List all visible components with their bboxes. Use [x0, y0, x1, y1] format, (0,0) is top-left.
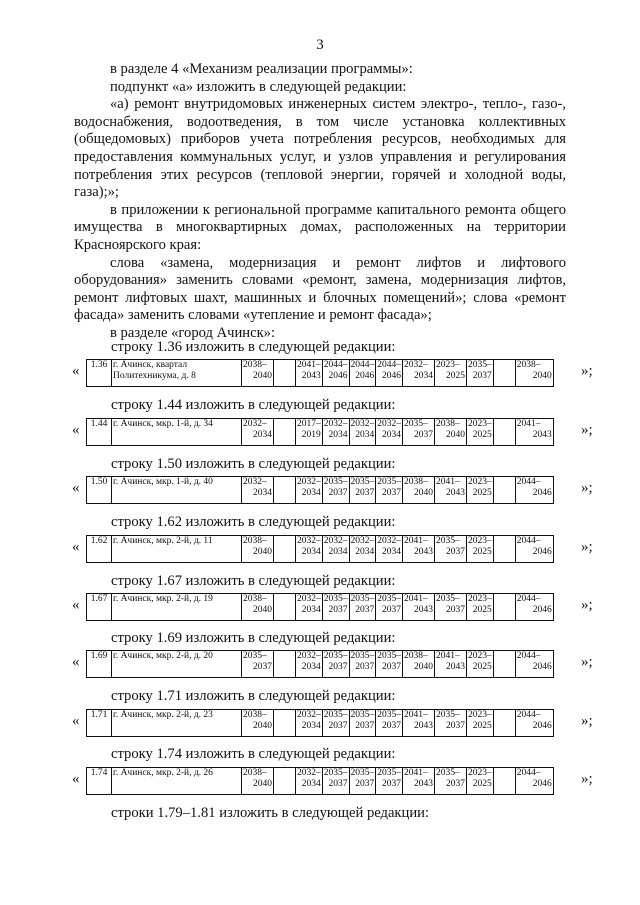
year-cell: [376, 419, 403, 446]
year-cell: [242, 477, 274, 504]
year-end: 2034: [328, 547, 348, 557]
year-start: 2032–: [243, 419, 267, 429]
year-start: 2032–: [350, 419, 375, 429]
year-cell: [515, 594, 553, 621]
open-quote: «: [72, 422, 80, 438]
address-cell: г. Ачинск, мкр. 1-й, д. 34: [112, 419, 242, 446]
year-start: 2038–: [243, 594, 267, 604]
year-start: 2044–: [350, 360, 375, 370]
year-start: 2035–: [243, 651, 267, 661]
year-cell: [242, 594, 274, 621]
year-end: 2037: [446, 605, 465, 615]
year-start: 2035–: [350, 594, 375, 604]
address-cell: г. Ачинск, мкр. 2-й, д. 20: [112, 651, 242, 678]
year-end: 2043: [301, 371, 321, 381]
amendment-table: [86, 476, 554, 504]
year-cell: [403, 594, 435, 621]
year-cell: [322, 419, 349, 446]
year-end: 2025: [472, 605, 492, 615]
year-end: 2037: [446, 721, 465, 731]
year-start: 2038–: [404, 477, 428, 487]
year-cell: [322, 360, 349, 387]
year-start: 2038–: [436, 419, 460, 429]
year-start: 2023–: [468, 768, 492, 778]
year-end: 2037: [382, 605, 401, 615]
year-end: 2037: [328, 488, 348, 498]
year-start: 2035–: [323, 477, 348, 487]
year-cell: [467, 710, 494, 737]
year-cell: [515, 710, 553, 737]
year-start: 2044–: [516, 536, 541, 546]
year-cell: [467, 536, 494, 563]
year-end: 2034: [328, 430, 348, 440]
open-quote: «: [72, 597, 80, 613]
amendment-table: [86, 535, 554, 563]
year-cell: [376, 710, 403, 737]
year-start: 2035–: [323, 651, 348, 661]
year-cell: [322, 710, 349, 737]
year-cell: [322, 651, 349, 678]
table-row: [72, 418, 612, 448]
year-cell: [242, 419, 274, 446]
year-start: 2035–: [377, 710, 401, 720]
year-start: 2017–: [297, 419, 321, 429]
year-cell: [515, 768, 553, 795]
year-cell: [493, 594, 515, 621]
year-start: 2023–: [468, 419, 492, 429]
year-start: 2035–: [323, 768, 348, 778]
year-end: 2040: [446, 430, 465, 440]
year-end: 2040: [253, 547, 272, 557]
year-end: 2034: [253, 430, 272, 440]
year-start: 2041–: [404, 768, 428, 778]
year-cell: [376, 594, 403, 621]
year-cell: [322, 536, 349, 563]
year-cell: [274, 710, 296, 737]
year-end: 2046: [532, 605, 552, 615]
row-label: строку 1.71 изложить в следующей редакции:: [111, 688, 396, 704]
year-end: 2046: [355, 371, 375, 381]
row-label: строку 1.74 изложить в следующей редакции:: [111, 746, 396, 762]
year-cell: [296, 360, 323, 387]
year-cell: [296, 594, 323, 621]
year-cell: [349, 651, 376, 678]
year-cell: [493, 536, 515, 563]
year-cell: [493, 768, 515, 795]
year-end: 2037: [328, 605, 348, 615]
year-end: 2043: [446, 488, 465, 498]
year-end: 2034: [382, 547, 401, 557]
paragraph: в разделе 4 «Механизм реализации программы»:: [110, 61, 413, 77]
year-cell: [403, 419, 435, 446]
year-cell: [322, 768, 349, 795]
year-start: 2032–: [297, 651, 321, 661]
amendment-table: [86, 650, 554, 678]
open-quote: «: [72, 713, 80, 729]
year-end: 2046: [532, 779, 552, 789]
year-cell: [296, 710, 323, 737]
year-cell: [242, 710, 274, 737]
year-start: 2038–: [243, 536, 267, 546]
year-end: 2037: [382, 779, 401, 789]
year-start: 2038–: [243, 360, 267, 370]
year-start: 2041–: [297, 360, 321, 370]
row-label: строку 1.36 изложить в следующей редакции:: [111, 339, 396, 355]
year-start: 2035–: [377, 477, 401, 487]
year-cell: [349, 536, 376, 563]
close-quote: »;: [581, 597, 593, 613]
year-cell: [274, 419, 296, 446]
row-label: строку 1.62 изложить в следующей редакции:: [111, 514, 396, 530]
year-cell: [435, 419, 467, 446]
year-end: 2037: [382, 721, 401, 731]
row-number: 1.62: [87, 536, 112, 563]
year-start: 2038–: [243, 710, 267, 720]
year-cell: [467, 360, 494, 387]
year-cell: [274, 536, 296, 563]
table-row: [72, 650, 612, 680]
year-cell: [349, 710, 376, 737]
year-end: 2040: [253, 605, 272, 615]
year-end: 2043: [414, 721, 433, 731]
year-cell: [493, 360, 515, 387]
year-cell: [515, 536, 553, 563]
intro-text: [74, 61, 566, 343]
year-end: 2046: [382, 371, 401, 381]
year-start: 2032–: [297, 710, 321, 720]
year-start: 2044–: [516, 477, 541, 487]
year-cell: [274, 360, 296, 387]
paragraph: подпункт «а» изложить в следующей редакции:: [110, 78, 407, 95]
address-cell: г. Ачинск, мкр. 1-й, д. 40: [112, 477, 242, 504]
year-end: 2040: [532, 371, 552, 381]
year-cell: [435, 477, 467, 504]
year-cell: [467, 768, 494, 795]
year-end: 2037: [355, 605, 375, 615]
year-start: 2032–: [297, 536, 321, 546]
year-start: 2035–: [377, 768, 401, 778]
row-number: 1.69: [87, 651, 112, 678]
year-start: 2044–: [323, 360, 348, 370]
year-start: 2035–: [323, 710, 348, 720]
row-number: 1.74: [87, 768, 112, 795]
open-quote: «: [72, 480, 80, 496]
year-cell: [349, 419, 376, 446]
year-end: 2034: [301, 721, 321, 731]
year-start: 2035–: [323, 594, 348, 604]
open-quote: «: [72, 654, 80, 670]
year-start: 2035–: [436, 710, 460, 720]
year-cell: [322, 477, 349, 504]
year-start: 2023–: [468, 477, 492, 487]
year-cell: [376, 477, 403, 504]
table-row: [72, 359, 612, 389]
year-end: 2025: [472, 721, 492, 731]
amendment-table: [86, 418, 554, 446]
year-start: 2035–: [468, 360, 492, 370]
table-row: [72, 593, 612, 623]
year-end: 2037: [446, 547, 465, 557]
year-cell: [274, 477, 296, 504]
year-start: 2041–: [436, 651, 460, 661]
year-end: 2037: [328, 662, 348, 672]
year-end: 2037: [414, 430, 433, 440]
year-cell: [296, 651, 323, 678]
year-cell: [274, 768, 296, 795]
year-end: 2025: [472, 430, 492, 440]
year-cell: [296, 477, 323, 504]
year-cell: [403, 536, 435, 563]
year-start: 2032–: [323, 419, 348, 429]
year-end: 2040: [414, 662, 433, 672]
year-start: 2044–: [516, 594, 541, 604]
year-start: 2044–: [516, 651, 541, 661]
year-cell: [435, 536, 467, 563]
year-cell: [296, 536, 323, 563]
year-end: 2043: [414, 779, 433, 789]
year-start: 2032–: [323, 536, 348, 546]
year-start: 2041–: [436, 477, 460, 487]
year-end: 2034: [301, 779, 321, 789]
year-start: 2038–: [243, 768, 267, 778]
address-cell: г. Ачинск, мкр. 2-й, д. 11: [112, 536, 242, 563]
close-quote: »;: [581, 539, 593, 555]
year-end: 2037: [472, 371, 492, 381]
address-cell: г. Ачинск, мкр. 2-й, д. 26: [112, 768, 242, 795]
year-end: 2046: [532, 721, 552, 731]
table-row: [72, 535, 612, 565]
year-cell: [242, 536, 274, 563]
year-cell: [242, 651, 274, 678]
year-cell: [467, 594, 494, 621]
year-cell: [242, 360, 274, 387]
table-row: [72, 767, 612, 797]
year-cell: [349, 594, 376, 621]
year-start: 2032–: [243, 477, 267, 487]
year-cell: [493, 419, 515, 446]
year-cell: [296, 419, 323, 446]
row-number: 1.44: [87, 419, 112, 446]
year-cell: [493, 651, 515, 678]
year-cell: [274, 594, 296, 621]
year-cell: [242, 768, 274, 795]
paragraph: в разделе «город Ачинск»:: [110, 324, 276, 341]
year-start: 2044–: [516, 768, 541, 778]
close-quote: »;: [581, 713, 593, 729]
year-start: 2041–: [404, 536, 428, 546]
year-cell: [296, 768, 323, 795]
row-number: 1.50: [87, 477, 112, 504]
address-cell: г. Ачинск, мкр. 2-й, д. 23: [112, 710, 242, 737]
year-cell: [493, 710, 515, 737]
year-cell: [349, 360, 376, 387]
year-end: 2046: [532, 662, 552, 672]
year-end: 2037: [328, 779, 348, 789]
paragraph: слова «замена, модернизация и ремонт лифтов и лифтового оборудования» заменить словами «ремонт, замена, модернизация лифтов, ремонт лифтовых шахт, машинных и блочных помещений»; слова «ремонт фасада» заменить словами «утепление и ремонт фасада»;: [74, 254, 566, 324]
address-cell: г. Ачинск, мкр. 2-й, д. 19: [112, 594, 242, 621]
amendment-table: [86, 593, 554, 621]
year-cell: [403, 360, 435, 387]
year-end: 2034: [301, 488, 321, 498]
year-end: 2046: [532, 488, 552, 498]
year-end: 2040: [253, 779, 272, 789]
year-start: 2041–: [404, 710, 428, 720]
year-cell: [435, 360, 467, 387]
year-cell: [274, 651, 296, 678]
year-start: 2032–: [377, 419, 401, 429]
year-start: 2032–: [297, 768, 321, 778]
year-start: 2035–: [350, 710, 375, 720]
year-cell: [349, 768, 376, 795]
year-end: 2025: [446, 371, 465, 381]
year-end: 2034: [382, 430, 401, 440]
year-end: 2034: [355, 430, 375, 440]
year-start: 2035–: [350, 651, 375, 661]
year-cell: [322, 594, 349, 621]
year-start: 2035–: [377, 594, 401, 604]
row-number: 1.67: [87, 594, 112, 621]
year-cell: [435, 594, 467, 621]
page-number: 3: [316, 37, 324, 53]
year-cell: [435, 768, 467, 795]
paragraph: в приложении к региональной программе капитального ремонта общего имущества в многоквартирных домах, расположенных на территории Красноярского края:: [74, 201, 566, 253]
year-end: 2037: [382, 488, 401, 498]
year-end: 2037: [382, 662, 401, 672]
year-end: 2034: [414, 371, 433, 381]
year-end: 2037: [355, 662, 375, 672]
year-start: 2023–: [468, 651, 492, 661]
year-cell: [376, 651, 403, 678]
year-start: 2023–: [468, 536, 492, 546]
year-end: 2019: [301, 430, 321, 440]
row-label: строку 1.50 изложить в следующей редакции:: [111, 456, 396, 472]
year-start: 2044–: [516, 710, 541, 720]
year-start: 2023–: [468, 594, 492, 604]
year-cell: [403, 768, 435, 795]
year-end: 2046: [328, 371, 348, 381]
year-cell: [515, 419, 553, 446]
year-start: 2038–: [404, 651, 428, 661]
year-start: 2035–: [436, 594, 460, 604]
year-start: 2035–: [377, 651, 401, 661]
year-end: 2040: [414, 488, 433, 498]
year-end: 2043: [532, 430, 552, 440]
close-quote: »;: [581, 480, 593, 496]
paragraph: «а) ремонт внутридомовых инженерных систем электро-, тепло-, газо-, водоснабжения, водоотведения, в том числе установка коллективных (общедомовых) приборов учета потребления ресурсов, необходимых для предоставления коммунальных услуг, и узлов управления и регулирования потребления этих ресурсов (тепловой энергии, горячей и холодной воды, газа);»;: [74, 96, 566, 201]
row-label: строку 1.69 изложить в следующей редакции:: [111, 630, 396, 646]
year-start: 2032–: [350, 536, 375, 546]
year-end: 2040: [253, 371, 272, 381]
table-row: [72, 709, 612, 739]
year-end: 2025: [472, 488, 492, 498]
close-quote: »;: [581, 363, 593, 379]
year-end: 2043: [446, 662, 465, 672]
year-end: 2043: [414, 547, 433, 557]
close-quote: »;: [581, 771, 593, 787]
address-cell: г. Ачинск, квартал Политехникума, д. 8: [112, 360, 242, 387]
year-start: 2032–: [404, 360, 428, 370]
final-label: строки 1.79–1.81 изложить в следующей редакции:: [111, 805, 430, 821]
year-cell: [403, 477, 435, 504]
year-cell: [435, 710, 467, 737]
year-end: 2025: [472, 547, 492, 557]
row-label: строку 1.67 изложить в следующей редакции:: [111, 573, 396, 589]
year-cell: [467, 419, 494, 446]
year-start: 2044–: [377, 360, 401, 370]
year-end: 2034: [301, 662, 321, 672]
year-start: 2032–: [297, 594, 321, 604]
year-start: 2035–: [436, 536, 460, 546]
year-end: 2025: [472, 779, 492, 789]
year-cell: [403, 651, 435, 678]
year-cell: [376, 360, 403, 387]
year-start: 2032–: [377, 536, 401, 546]
row-number: 1.71: [87, 710, 112, 737]
year-end: 2037: [253, 662, 272, 672]
open-quote: «: [72, 539, 80, 555]
year-end: 2025: [472, 662, 492, 672]
year-start: 2035–: [350, 768, 375, 778]
row-number: 1.36: [87, 360, 112, 387]
year-end: 2034: [301, 605, 321, 615]
year-end: 2034: [253, 488, 272, 498]
year-end: 2037: [355, 721, 375, 731]
year-cell: [376, 536, 403, 563]
year-cell: [515, 477, 553, 504]
year-cell: [467, 477, 494, 504]
year-start: 2035–: [350, 477, 375, 487]
year-cell: [435, 651, 467, 678]
year-end: 2037: [355, 488, 375, 498]
year-cell: [403, 710, 435, 737]
year-end: 2046: [532, 547, 552, 557]
year-cell: [349, 477, 376, 504]
year-cell: [515, 360, 553, 387]
year-end: 2037: [355, 779, 375, 789]
year-end: 2034: [301, 547, 321, 557]
amendment-table: [86, 767, 554, 795]
open-quote: «: [72, 771, 80, 787]
year-start: 2032–: [297, 477, 321, 487]
close-quote: »;: [581, 654, 593, 670]
year-end: 2037: [446, 779, 465, 789]
row-label: строку 1.44 изложить в следующей редакции:: [111, 397, 396, 413]
year-end: 2034: [355, 547, 375, 557]
year-end: 2043: [414, 605, 433, 615]
year-start: 2023–: [436, 360, 460, 370]
year-start: 2023–: [468, 710, 492, 720]
year-end: 2037: [328, 721, 348, 731]
year-cell: [493, 477, 515, 504]
amendment-table: [86, 359, 554, 387]
open-quote: «: [72, 363, 80, 379]
amendment-table: [86, 709, 554, 737]
close-quote: »;: [581, 422, 593, 438]
table-row: [72, 476, 612, 506]
year-start: 2041–: [404, 594, 428, 604]
year-cell: [515, 651, 553, 678]
year-start: 2038–: [516, 360, 541, 370]
year-cell: [467, 651, 494, 678]
year-cell: [376, 768, 403, 795]
year-end: 2040: [253, 721, 272, 731]
year-start: 2041–: [516, 419, 541, 429]
year-start: 2035–: [404, 419, 428, 429]
year-start: 2035–: [436, 768, 460, 778]
